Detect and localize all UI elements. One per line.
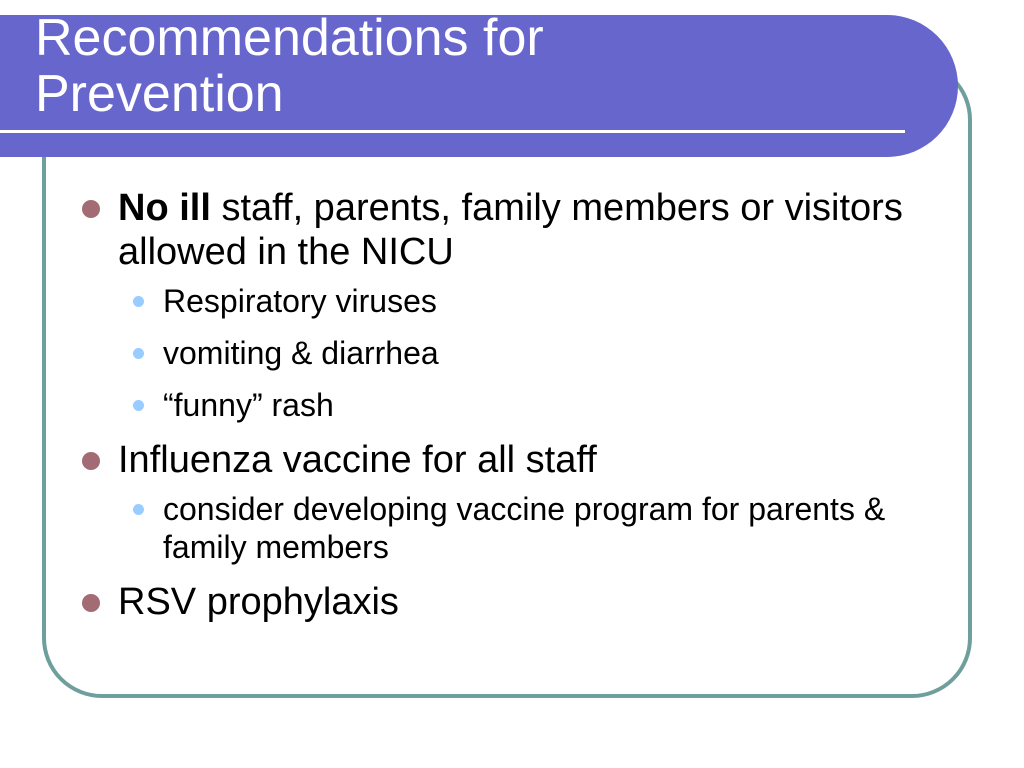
slide-title <box>35 10 544 122</box>
sub-bullet-text: vomiting & diarrhea <box>163 335 439 371</box>
sub-bullet-dot-icon <box>133 296 144 307</box>
sub-bullet-item <box>118 334 942 372</box>
bullet-body-text: RSV prophylaxis <box>118 581 399 623</box>
slide-title-line-2: Prevention <box>35 65 284 123</box>
bullet-list <box>82 186 942 638</box>
bullet-body-text: staff, parents, family members or visitors allowed in the NICU <box>118 187 903 273</box>
bullet-dot-icon <box>82 452 100 470</box>
sub-bullet-text: Respiratory viruses <box>163 283 437 319</box>
sub-bullet-text: consider developing vaccine program for parents & family members <box>163 491 886 565</box>
bullet-dot-icon <box>82 594 100 612</box>
bullet-item <box>82 580 942 624</box>
bullet-text <box>118 439 597 481</box>
title-underline <box>0 130 905 133</box>
bullet-item <box>82 186 942 424</box>
bullet-text <box>118 581 399 623</box>
bullet-item <box>82 438 942 566</box>
bullet-dot-icon <box>82 200 100 218</box>
bullet-body-text: Influenza vaccine for all staff <box>118 439 597 481</box>
bullet-bold-text: No ill <box>118 187 211 229</box>
sub-bullet-item <box>118 490 942 566</box>
sub-bullet-dot-icon <box>133 504 144 515</box>
sub-bullet-item <box>118 386 942 424</box>
sub-bullet-item <box>118 282 942 320</box>
sub-bullet-dot-icon <box>133 400 144 411</box>
sub-bullet-dot-icon <box>133 348 144 359</box>
slide-title-line-1: Recommendations for <box>35 9 544 67</box>
bullet-text <box>118 187 903 273</box>
sub-bullet-text: “funny” rash <box>163 387 334 423</box>
sub-bullet-list <box>118 490 942 566</box>
sub-bullet-list <box>118 282 942 424</box>
